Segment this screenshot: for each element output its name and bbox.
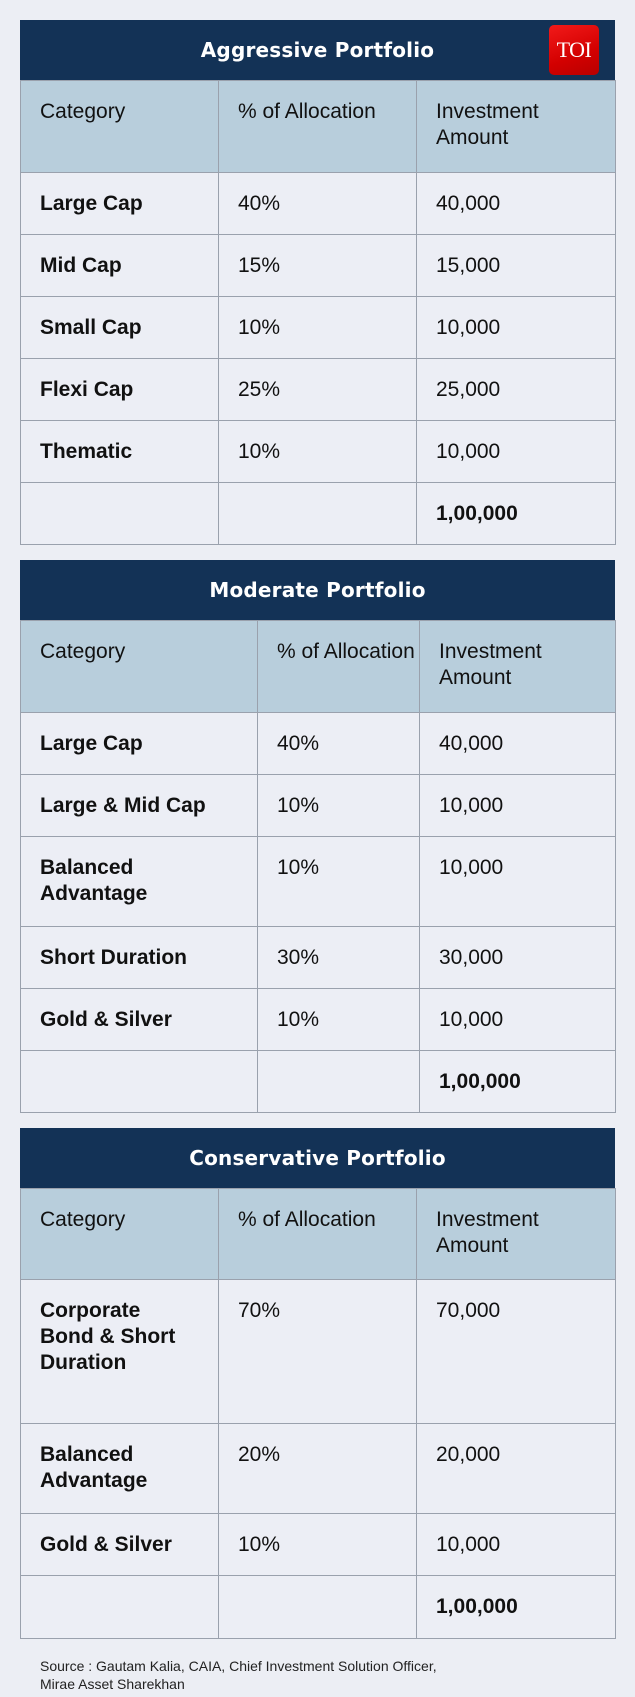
table-row: [21, 989, 616, 1051]
row-category: Gold & Silver: [21, 1514, 219, 1576]
table-header-row: [21, 621, 616, 713]
row-amount: 10,000: [417, 297, 616, 359]
row-category: Large Cap: [21, 173, 219, 235]
row-category: Flexi Cap: [21, 359, 219, 421]
total-empty-cell: [21, 1051, 258, 1113]
table-row: [21, 359, 616, 421]
header-amount: Investment Amount: [417, 81, 616, 173]
total-empty-cell: [21, 1576, 219, 1639]
table-row: [21, 713, 616, 775]
row-allocation: 10%: [219, 421, 417, 483]
row-allocation: 70%: [219, 1280, 417, 1424]
toi-logo-icon: TOI: [549, 25, 599, 75]
total-amount: 1,00,000: [417, 483, 616, 545]
row-allocation: 10%: [258, 989, 420, 1051]
total-empty-cell: [219, 1576, 417, 1639]
source-line-1: Source : Gautam Kalia, CAIA, Chief Investment Solution Officer,: [40, 1658, 437, 1674]
total-row: [21, 1051, 616, 1113]
row-amount: 15,000: [417, 235, 616, 297]
table-row: [21, 297, 616, 359]
row-allocation: 30%: [258, 927, 420, 989]
row-allocation: 10%: [258, 775, 420, 837]
total-row: [21, 483, 616, 545]
row-allocation: 15%: [219, 235, 417, 297]
header-allocation: % of Allocation: [219, 1189, 417, 1280]
row-category: Balanced Advantage: [21, 837, 258, 927]
table-row: [21, 1280, 616, 1424]
table-row: [21, 837, 616, 927]
row-amount: 10,000: [417, 1514, 616, 1576]
header-allocation: % of Allocation: [219, 81, 417, 173]
table-header-row: [21, 1189, 616, 1280]
row-amount: 10,000: [420, 989, 616, 1051]
row-amount: 10,000: [420, 775, 616, 837]
row-category: Balanced Advantage: [21, 1424, 219, 1514]
source-line-2: Mirae Asset Sharekhan: [40, 1676, 185, 1692]
header-category: Category: [21, 81, 219, 173]
total-empty-cell: [258, 1051, 420, 1113]
total-amount: 1,00,000: [420, 1051, 616, 1113]
portfolio-title: Conservative Portfolio: [189, 1146, 446, 1170]
header-amount: Investment Amount: [420, 621, 616, 713]
row-category: Gold & Silver: [21, 989, 258, 1051]
table-row: [21, 775, 616, 837]
row-amount: 40,000: [420, 713, 616, 775]
row-amount: 25,000: [417, 359, 616, 421]
total-empty-cell: [219, 483, 417, 545]
table-row: [21, 421, 616, 483]
row-category: Mid Cap: [21, 235, 219, 297]
allocation-table: [20, 620, 616, 1113]
row-amount: 10,000: [417, 421, 616, 483]
total-amount: 1,00,000: [417, 1576, 616, 1639]
row-category: Large & Mid Cap: [21, 775, 258, 837]
total-empty-cell: [21, 483, 219, 545]
header-allocation: % of Allocation: [258, 621, 420, 713]
row-category: Large Cap: [21, 713, 258, 775]
table-row: [21, 235, 616, 297]
portfolio-title-bar: [20, 20, 615, 80]
row-amount: 40,000: [417, 173, 616, 235]
row-allocation: 40%: [219, 173, 417, 235]
row-allocation: 25%: [219, 359, 417, 421]
row-amount: 20,000: [417, 1424, 616, 1514]
table-row: [21, 1514, 616, 1576]
row-allocation: 10%: [219, 297, 417, 359]
table-row: [21, 1424, 616, 1514]
total-row: [21, 1576, 616, 1639]
row-allocation: 40%: [258, 713, 420, 775]
table-row: [21, 173, 616, 235]
row-allocation: 10%: [258, 837, 420, 927]
portfolio-title: Aggressive Portfolio: [200, 38, 435, 62]
row-amount: 30,000: [420, 927, 616, 989]
table-header-row: [21, 81, 616, 173]
allocation-table: [20, 80, 616, 545]
portfolio-title-bar: [20, 1128, 615, 1188]
row-amount: 70,000: [417, 1280, 616, 1424]
row-category: Corporate Bond & Short Duration: [21, 1280, 219, 1424]
source-note: [40, 1657, 437, 1693]
moderate-portfolio: [20, 560, 615, 1113]
row-allocation: 20%: [219, 1424, 417, 1514]
portfolio-title: Moderate Portfolio: [209, 578, 426, 602]
conservative-portfolio: [20, 1128, 615, 1639]
aggressive-portfolio: [20, 20, 615, 545]
row-allocation: 10%: [219, 1514, 417, 1576]
header-category: Category: [21, 621, 258, 713]
header-category: Category: [21, 1189, 219, 1280]
table-row: [21, 927, 616, 989]
row-amount: 10,000: [420, 837, 616, 927]
header-amount: Investment Amount: [417, 1189, 616, 1280]
portfolio-title-bar: [20, 560, 615, 620]
row-category: Small Cap: [21, 297, 219, 359]
row-category: Thematic: [21, 421, 219, 483]
row-category: Short Duration: [21, 927, 258, 989]
allocation-table: [20, 1188, 616, 1639]
